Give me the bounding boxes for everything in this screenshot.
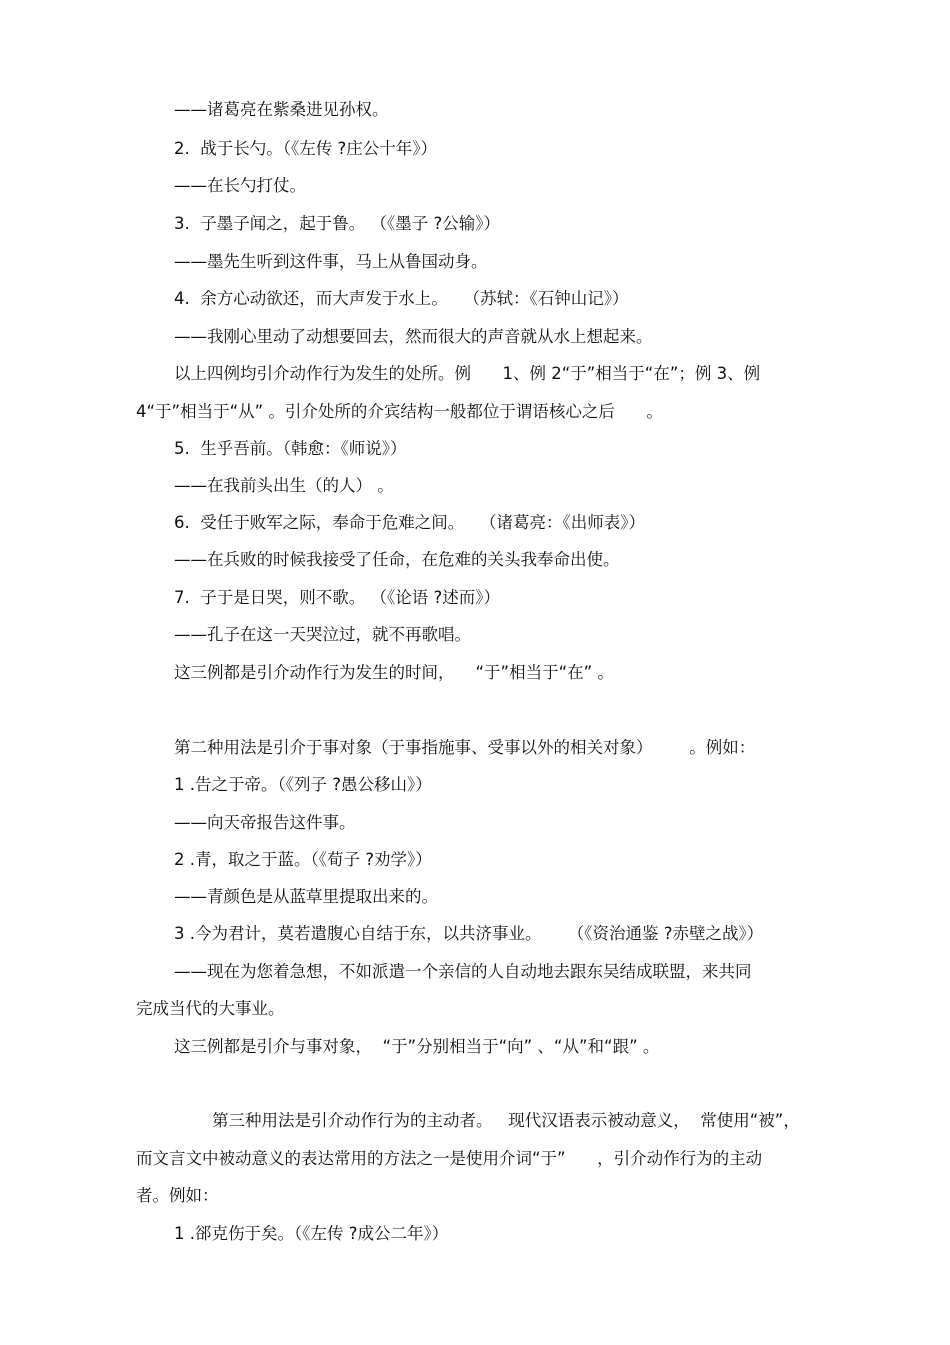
text-line: 7. 子于是日哭，则不歌。 （《论语 ?述而》） bbox=[174, 588, 500, 607]
text-line: 而文言文中被动意义的表达常用的方法之一是使用介词“于” ，引介动作行为的主动 bbox=[136, 1149, 763, 1168]
text-line: ——青颜色是从蓝草里提取出来的。 bbox=[174, 887, 438, 906]
text-line: 3. 子墨子闻之，起于鲁。 （《墨子 ?公输》） bbox=[174, 214, 500, 233]
text-line: ——在兵败的时候我接受了任命，在危难的关头我奉命出使。 bbox=[174, 550, 620, 569]
text-line: 4“于”相当于“从” 。引介处所的介宾结构一般都位于谓语核心之后 。 bbox=[136, 402, 663, 421]
text-line: 这三例都是引介与事对象， “于”分别相当于“向” 、“从”和“跟” 。 bbox=[174, 1037, 660, 1056]
text-line: ——现在为您着急想，不如派遣一个亲信的人自动地去跟东吴结成联盟，来共同 bbox=[174, 962, 752, 981]
text-line: ——墨先生听到这件事，马上从鲁国动身。 bbox=[174, 252, 488, 271]
text-line: 4. 余方心动欲还，而大声发于水上。 （苏轼：《石钟山记》） bbox=[174, 289, 629, 308]
text-line: ——在我前头出生（的人） 。 bbox=[174, 476, 394, 495]
text-line: ——向天帝报告这件事。 bbox=[174, 813, 356, 832]
text-line: 第三种用法是引介动作行为的主动者。 现代汉语表示被动意义， 常使用“被”， bbox=[212, 1111, 800, 1130]
text-line: 者。例如： bbox=[136, 1186, 219, 1205]
text-line: ——孔子在这一天哭泣过，就不再歌唱。 bbox=[174, 625, 471, 644]
text-line: 第二种用法是引介于事对象（于事指施事、受事以外的相关对象） 。例如： bbox=[174, 738, 756, 757]
text-line: 2 .青，取之于蓝。（《荀子 ?劝学》） bbox=[174, 850, 432, 869]
text-line: 6. 受任于败军之际，奉命于危难之间。 （诸葛亮：《出师表》） bbox=[174, 513, 645, 532]
text-line: 完成当代的大事业。 bbox=[136, 999, 285, 1018]
text-line: 以上四例均引介动作行为发生的处所。例 1、例 2“于”相当于“在”；例 3、例 bbox=[174, 364, 761, 383]
text-line: 这三例都是引介动作行为发生的时间， “于”相当于“在” 。 bbox=[174, 663, 614, 682]
text-line: 2. 战于长勺。（《左传 ?庄公十年》） bbox=[174, 139, 437, 158]
text-line: ——诸葛亮在紫桑进见孙权。 bbox=[174, 100, 389, 119]
text-line: ——在长勺打仗。 bbox=[174, 176, 306, 195]
text-line: 1 .郤克伤于矣。（《左传 ?成公二年》） bbox=[174, 1224, 449, 1243]
text-line: 5. 生乎吾前。（韩愈：《师说》） bbox=[174, 439, 407, 458]
text-line: ——我刚心里动了动想要回去，然而很大的声音就从水上想起来。 bbox=[174, 327, 653, 346]
text-line: 3 .今为君计，莫若遣腹心自结于东，以共济事业。 （《资治通鉴 ?赤壁之战》） bbox=[174, 924, 764, 943]
text-line: 1 .告之于帝。（《列子 ?愚公移山》） bbox=[174, 775, 432, 794]
